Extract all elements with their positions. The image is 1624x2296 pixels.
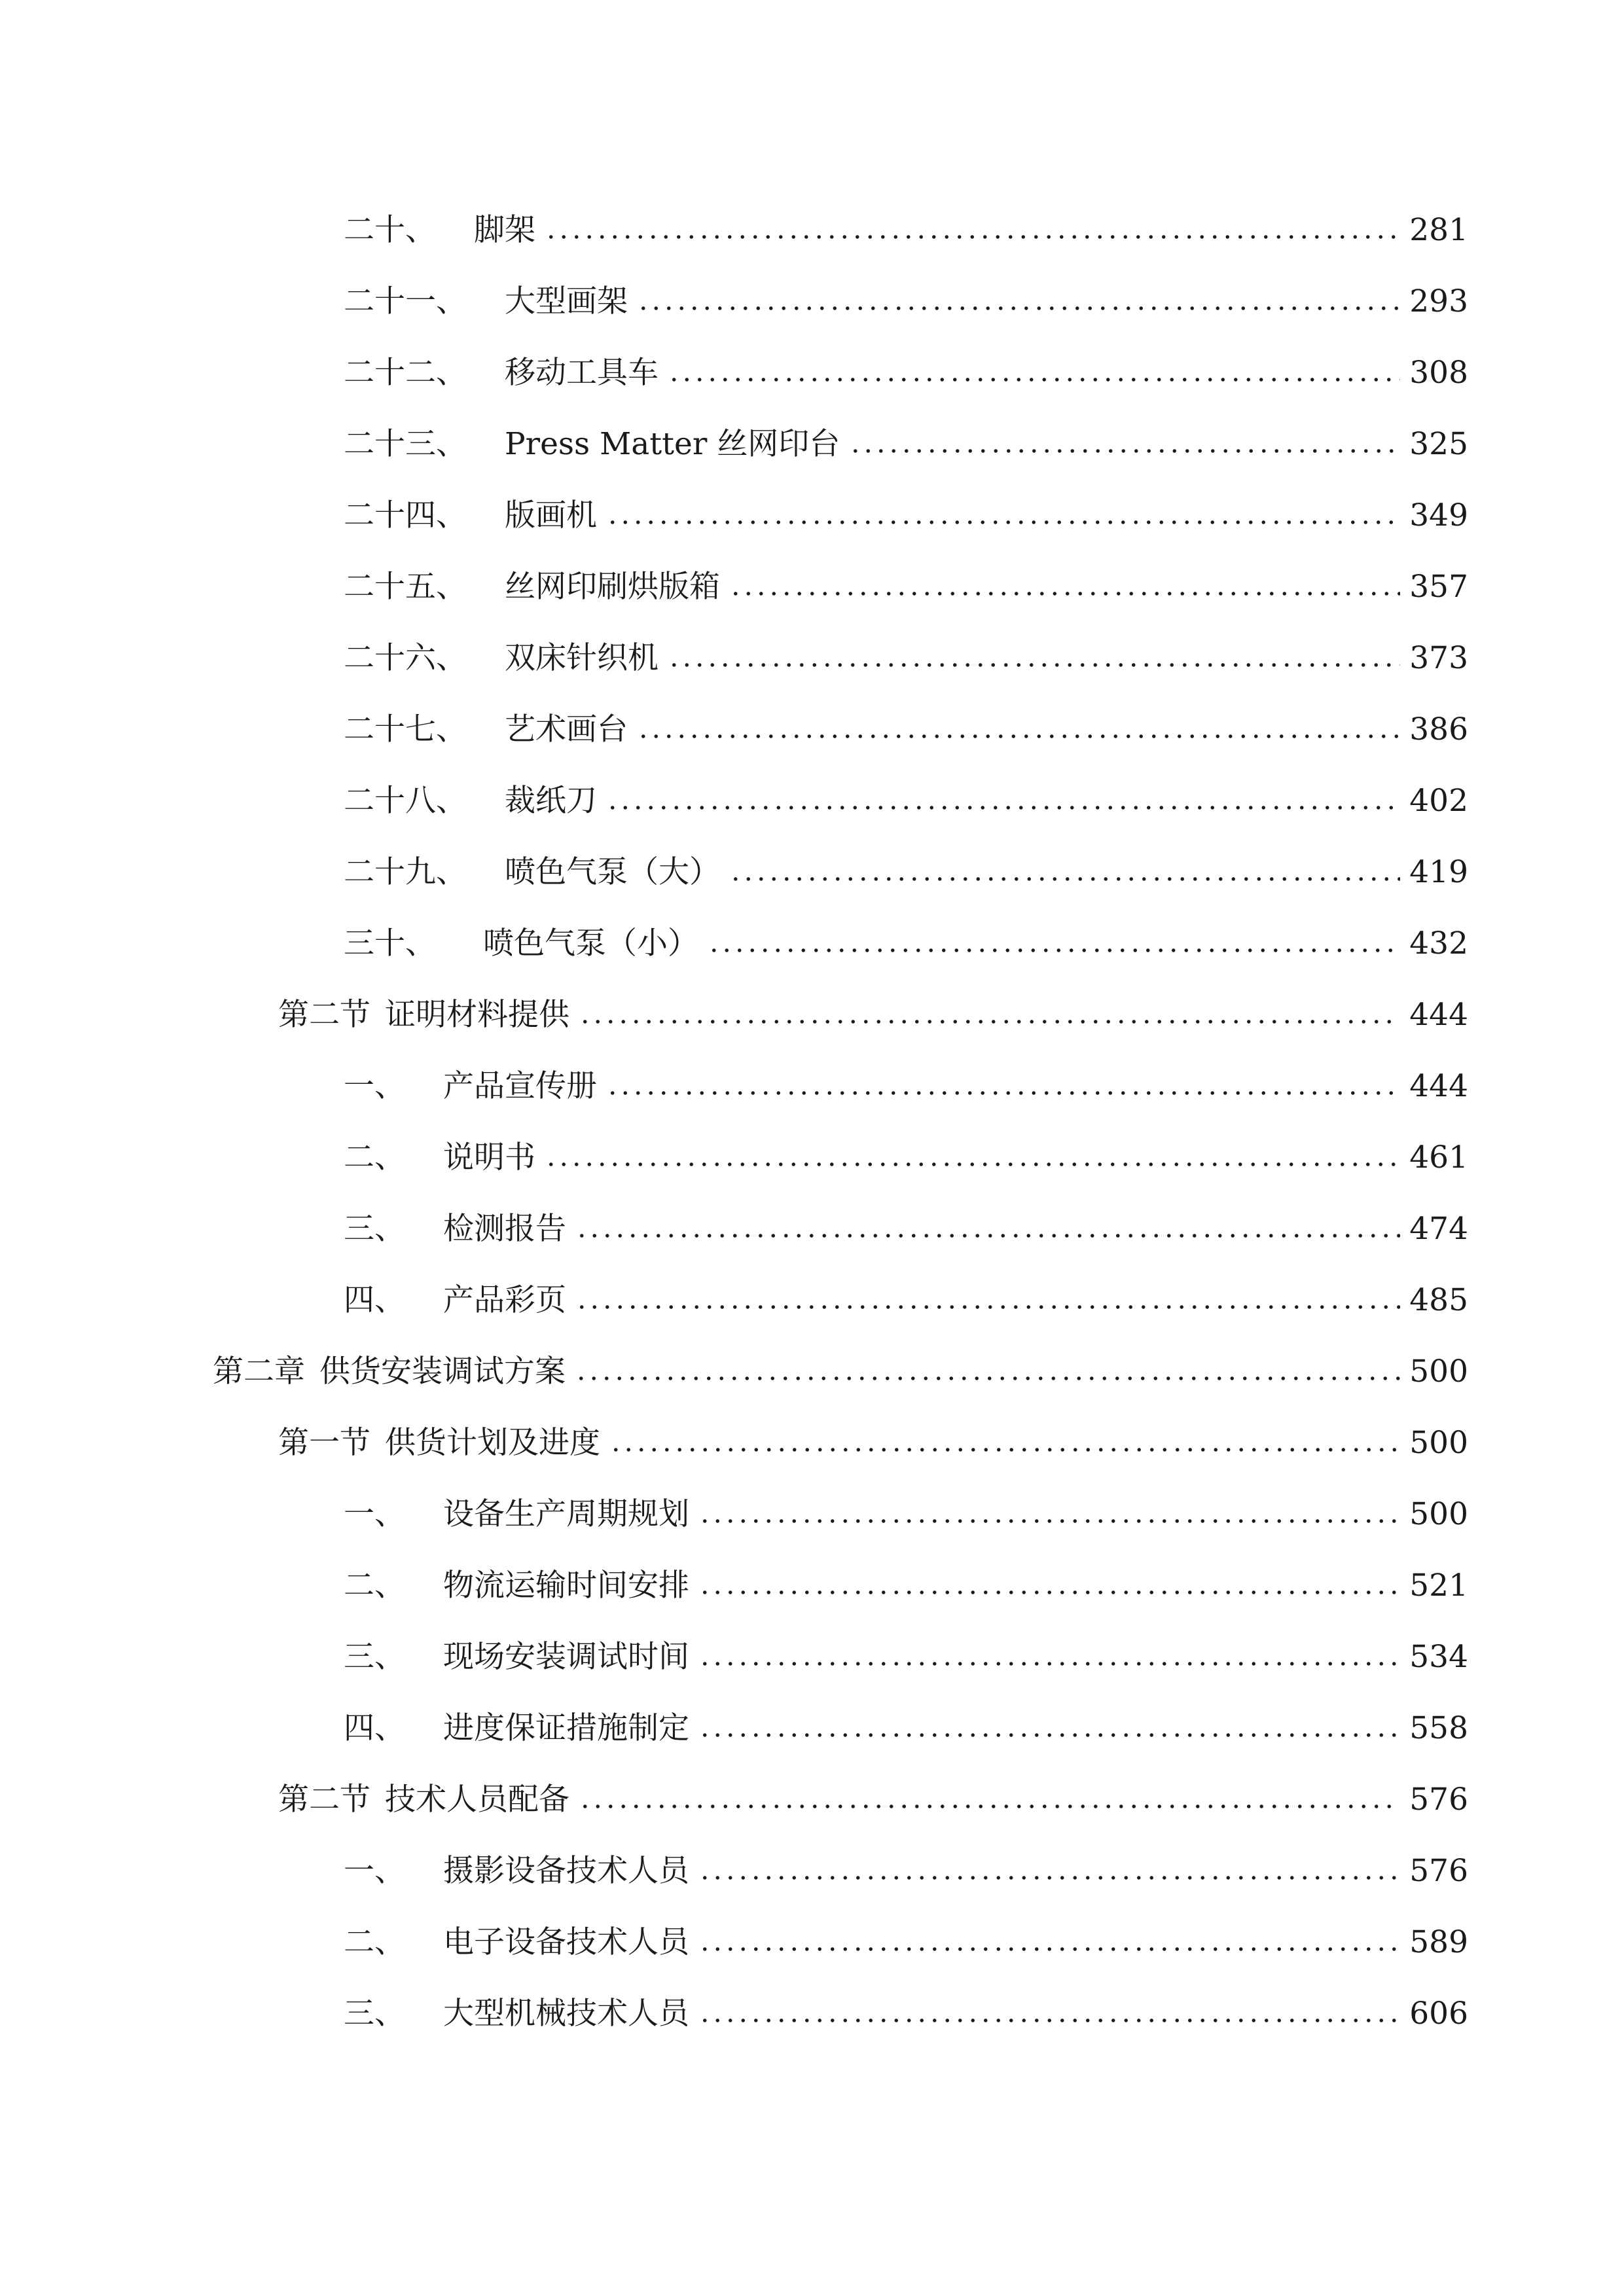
toc-entry[interactable]	[344, 1192, 1468, 1247]
toc-entry[interactable]	[344, 1691, 1468, 1744]
toc-entry-number: 二十四、	[344, 497, 467, 533]
toc-entry[interactable]	[344, 336, 1468, 391]
dot-leader	[606, 1091, 1400, 1095]
toc-entry[interactable]	[344, 906, 1468, 959]
toc-entry-page: 576	[1409, 1853, 1468, 1889]
toc-entry-number: 二十三、	[344, 426, 467, 462]
toc-entry-title: 版画机	[505, 497, 597, 533]
toc-entry-title: 进度保证措施制定	[443, 1710, 689, 1746]
toc-entry-number: 三、	[344, 1211, 405, 1247]
toc-entry-number: 四、	[344, 1282, 405, 1318]
toc-entry-title: 说明书	[443, 1139, 535, 1175]
dot-leader	[698, 2018, 1400, 2022]
toc-entry-section[interactable]	[278, 978, 1468, 1033]
toc-entry-page: 308	[1409, 355, 1468, 391]
toc-entry-page: 500	[1409, 1354, 1468, 1390]
toc-entry-page: 534	[1409, 1639, 1468, 1675]
toc-entry[interactable]	[344, 1620, 1468, 1675]
toc-entry-number: 三、	[344, 1996, 405, 2032]
toc-entry-page: 521	[1409, 1568, 1468, 1604]
toc-entry-title: 移动工具车	[505, 355, 659, 391]
toc-entry-page: 402	[1409, 783, 1468, 819]
dot-leader	[606, 806, 1400, 810]
dot-leader	[575, 1234, 1400, 1238]
toc-entry[interactable]	[344, 264, 1468, 317]
toc-entry[interactable]	[344, 407, 1468, 462]
toc-entry-title: 产品彩页	[443, 1282, 566, 1318]
dot-leader	[698, 1733, 1400, 1737]
toc-entry-page: 485	[1409, 1282, 1468, 1318]
toc-entry-title: 摄影设备技术人员	[443, 1853, 689, 1889]
toc-entry-page: 474	[1409, 1211, 1468, 1247]
toc-entry-title: 大型机械技术人员	[443, 1996, 689, 2032]
dot-leader	[698, 1947, 1400, 1951]
toc-entry-page: 606	[1409, 1996, 1468, 2032]
toc-entry[interactable]	[344, 1263, 1468, 1316]
toc-entry-title: 供货安装调试方案	[319, 1354, 566, 1390]
toc-entry-number: 二十五、	[344, 569, 467, 605]
dot-leader	[545, 1162, 1400, 1166]
toc-entry-title: 供货计划及进度	[385, 1425, 600, 1461]
toc-entry-number: 三十、	[344, 925, 436, 961]
toc-entry[interactable]	[344, 550, 1468, 605]
toc-entry-page: 386	[1409, 711, 1468, 747]
toc-entry-page: 444	[1409, 1068, 1468, 1104]
dot-leader	[849, 449, 1400, 453]
toc-entry-title: 裁纸刀	[505, 783, 597, 819]
dot-leader	[729, 592, 1400, 596]
toc-entry[interactable]	[344, 835, 1468, 888]
toc-entry[interactable]	[344, 692, 1468, 745]
dot-leader	[609, 1448, 1400, 1452]
toc-entry-title: 产品宣传册	[443, 1068, 597, 1104]
toc-entry-number: 二十八、	[344, 783, 467, 819]
toc-entry-title: 双床针织机	[505, 640, 659, 676]
toc-entry[interactable]	[344, 1549, 1468, 1604]
toc-entry-title: 喷色气泵（大）	[505, 854, 720, 890]
dot-leader	[698, 1590, 1400, 1594]
toc-entry-page: 589	[1409, 1924, 1468, 1960]
toc-entry-number: 一、	[344, 1496, 405, 1532]
toc-entry-title: 设备生产周期规划	[443, 1496, 689, 1532]
toc-entry-title: 丝网印刷烘版箱	[505, 569, 720, 605]
toc-entry-number: 一、	[344, 1068, 405, 1104]
toc-entry-number: 一、	[344, 1853, 405, 1889]
dot-leader	[575, 1376, 1400, 1380]
toc-entry-title: 证明材料提供	[385, 997, 569, 1033]
toc-entry-title: Press Matter 丝网印台	[505, 426, 840, 462]
dot-leader	[606, 520, 1400, 524]
toc-entry-section[interactable]	[278, 1763, 1468, 1818]
toc-entry-section[interactable]	[278, 1406, 1468, 1461]
toc-entry-number: 第二节	[278, 997, 370, 1033]
toc-entry[interactable]	[344, 1477, 1468, 1530]
toc-entry-page: 500	[1409, 1496, 1468, 1532]
toc-entry-number: 二、	[344, 1139, 405, 1175]
dot-leader	[698, 1519, 1400, 1523]
toc-entry-page: 373	[1409, 640, 1468, 676]
toc-entry[interactable]	[344, 764, 1468, 819]
toc-entry-number: 二十六、	[344, 640, 467, 676]
toc-entry-page: 281	[1409, 212, 1468, 248]
toc-entry-page: 432	[1409, 925, 1468, 961]
toc-entry-title: 艺术画台	[505, 711, 628, 747]
dot-leader	[579, 1020, 1400, 1024]
toc-entry-number: 二十七、	[344, 711, 467, 747]
toc-entry-page: 349	[1409, 497, 1468, 533]
dot-leader	[579, 1804, 1400, 1808]
toc-entry-number: 第二章	[213, 1354, 305, 1390]
toc-entry[interactable]	[344, 193, 1468, 248]
dot-leader	[729, 877, 1400, 881]
dot-leader	[545, 235, 1400, 239]
dot-leader	[637, 306, 1400, 310]
toc-entry-title: 喷色气泵（小）	[483, 925, 698, 961]
toc-entry-title: 技术人员配备	[385, 1782, 569, 1818]
toc-entry-page: 576	[1409, 1782, 1468, 1818]
dot-leader	[668, 663, 1400, 667]
toc-entry-page: 461	[1409, 1139, 1468, 1175]
toc-entry[interactable]	[344, 478, 1468, 531]
dot-leader	[698, 1662, 1400, 1666]
toc-entry-number: 二十一、	[344, 283, 467, 319]
toc-entry-number: 第二节	[278, 1782, 370, 1818]
toc-entry-title: 检测报告	[443, 1211, 566, 1247]
dot-leader	[637, 734, 1400, 738]
toc-entry-number: 二、	[344, 1924, 405, 1960]
toc-entry[interactable]	[344, 1977, 1468, 2032]
toc-entry[interactable]	[344, 1834, 1468, 1889]
toc-entry[interactable]	[344, 1905, 1468, 1958]
toc-entry-page: 444	[1409, 997, 1468, 1033]
toc-entry-title: 物流运输时间安排	[443, 1568, 689, 1604]
dot-leader	[575, 1305, 1400, 1309]
toc-entry-number: 四、	[344, 1710, 405, 1746]
toc-entry-title: 脚架	[474, 212, 535, 248]
toc-entry-chapter[interactable]	[213, 1335, 1468, 1390]
toc-entry-page: 558	[1409, 1710, 1468, 1746]
toc-entry[interactable]	[344, 621, 1468, 676]
toc-entry-page: 419	[1409, 854, 1468, 890]
toc-entry-page: 293	[1409, 283, 1468, 319]
toc-entry-page: 500	[1409, 1425, 1468, 1461]
toc-entry[interactable]	[344, 1121, 1468, 1173]
toc-entry-number: 三、	[344, 1639, 405, 1675]
toc-entry-page: 357	[1409, 569, 1468, 605]
dot-leader	[698, 1876, 1400, 1880]
dot-leader	[708, 948, 1400, 952]
toc-entry-page: 325	[1409, 426, 1468, 462]
toc-entry[interactable]	[344, 1049, 1468, 1102]
toc-entry-number: 第一节	[278, 1425, 370, 1461]
toc-entry-number: 二、	[344, 1568, 405, 1604]
toc-entry-number: 二十二、	[344, 355, 467, 391]
toc-entry-title: 现场安装调试时间	[443, 1639, 689, 1675]
dot-leader	[668, 378, 1400, 382]
toc-entry-number: 二十九、	[344, 854, 467, 890]
toc-entry-title: 电子设备技术人员	[443, 1924, 689, 1960]
toc-entry-number: 二十、	[344, 212, 436, 248]
toc-entry-title: 大型画架	[505, 283, 628, 319]
